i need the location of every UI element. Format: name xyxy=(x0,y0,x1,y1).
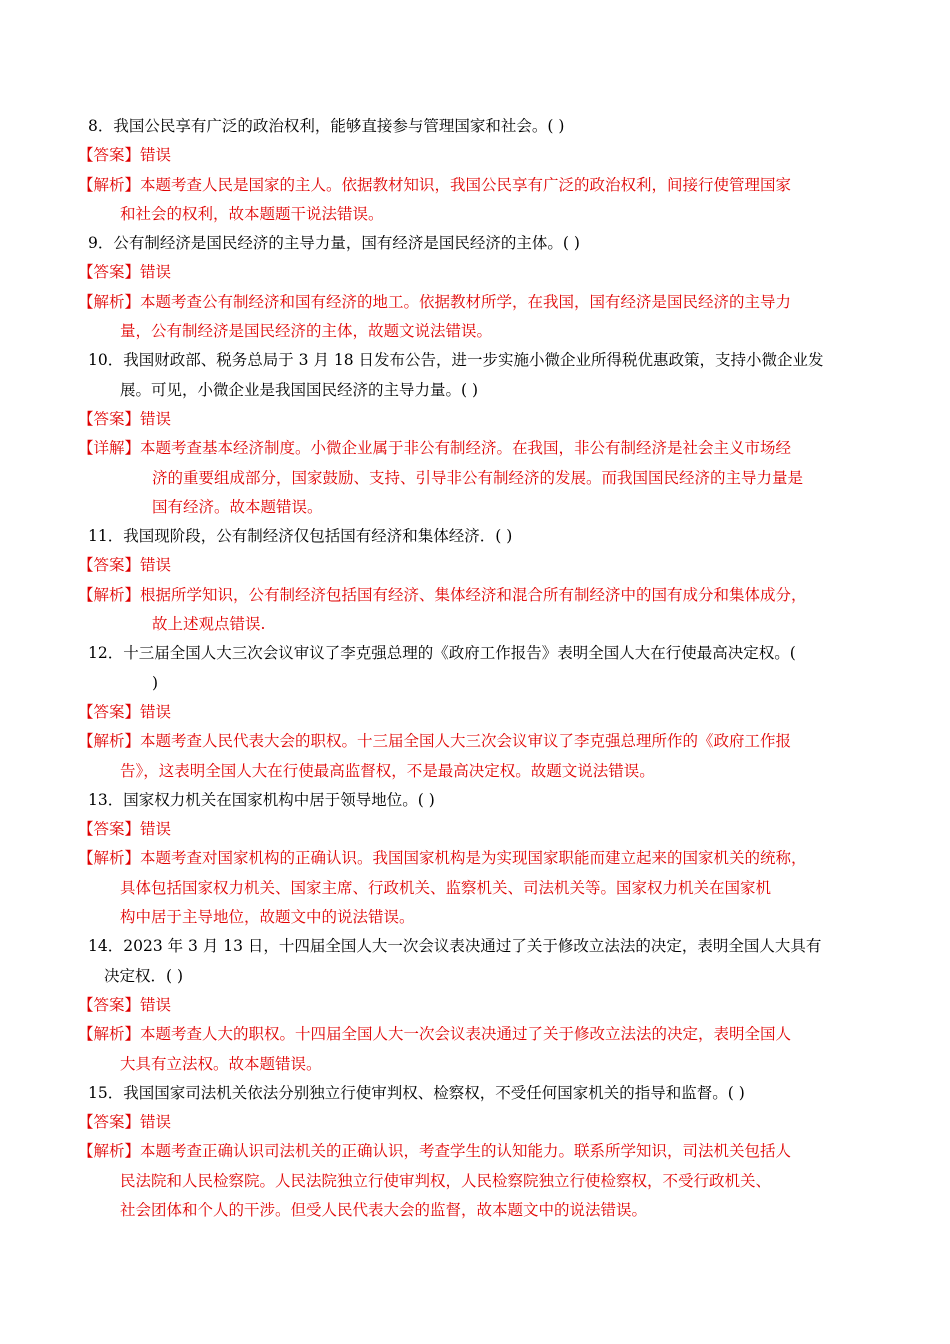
question-item xyxy=(0,1079,950,1225)
answer-line: 【答案】错误 xyxy=(78,1113,172,1132)
explanation-line: 【解析】本题考查对国家机构的正确认识。我国国家机构是为实现国家职能而建立起来的国家机关的统称， xyxy=(78,849,807,868)
explanation-line: 【解析】本题考查正确认识司法机关的正确认识，考查学生的认知能力。联系所学知识，司法机关包括人 xyxy=(78,1142,792,1161)
question-line: 14．2023 年 3 月 13 日，十四届全国人大一次会议表决通过了关于修改立法法的决定，表明全国人大具有 xyxy=(88,937,822,956)
question-item xyxy=(0,639,950,785)
answer-line: 【答案】错误 xyxy=(78,556,172,575)
question-item xyxy=(0,229,950,346)
explanation-line: 故上述观点错误. xyxy=(152,615,266,634)
explanation-line: 具体包括国家权力机关、国家主席、行政机关、监察机关、司法机关等。国家权力机关在国家机 xyxy=(120,878,772,897)
answer-line: 【答案】错误 xyxy=(78,995,172,1014)
answer-line: 【答案】错误 xyxy=(78,146,172,165)
explanation-line: 【解析】本题考查人大的职权。十四届全国人大一次会议表决通过了关于修改立法法的决定，表明全国人 xyxy=(78,1025,792,1044)
question-item xyxy=(0,522,950,639)
question-line: ) xyxy=(152,673,159,692)
explanation-line: 量，公有制经济是国民经济的主体，故题文说法错误。 xyxy=(120,322,493,341)
answer-line: 【答案】错误 xyxy=(78,702,172,721)
explanation-line: 【解析】本题考查公有制经济和国有经济的地工。依据教材所学，在我国，国有经济是国民经济的主导力 xyxy=(78,292,792,311)
question-item xyxy=(0,932,950,1078)
answer-line: 【答案】错误 xyxy=(78,820,172,839)
question-line: 10．我国财政部、税务总局于 3 月 18 日发布公告，进一步实施小微企业所得税优惠政策，支持小微企业发 xyxy=(88,351,824,370)
explanation-line: 【详解】本题考查基本经济制度。小微企业属于非公有制经济。在我国，非公有制经济是社会主义市场经 xyxy=(78,439,792,458)
question-item xyxy=(0,112,950,229)
explanation-line: 【解析】根据所学知识，公有制经济包括国有经济、集体经济和混合所有制经济中的国有成分和集体成分， xyxy=(78,585,807,604)
question-item xyxy=(0,786,950,932)
explanation-line: 告》，这表明全国人大在行使最高监督权，不是最高决定权。故题文说法错误。 xyxy=(120,761,655,780)
explanation-line: 大具有立法权。故本题错误。 xyxy=(120,1054,322,1073)
question-line: 展。可见，小微企业是我国国民经济的主导力量。( ) xyxy=(120,380,479,399)
document-page xyxy=(0,112,950,1225)
question-line: 13．国家权力机关在国家机构中居于领导地位。( ) xyxy=(88,790,435,809)
question-item xyxy=(0,346,950,522)
explanation-line: 【解析】本题考查人民是国家的主人。依据教材知识，我国公民享有广泛的政治权利，间接行使管理国家 xyxy=(78,175,792,194)
question-line: 11．我国现阶段，公有制经济仅包括国有经济和集体经济．( ) xyxy=(88,527,513,546)
explanation-line: 和社会的权利，故本题题干说法错误。 xyxy=(120,204,384,223)
explanation-line: 社会团体和个人的干涉。但受人民代表大会的监督，故本题文中的说法错误。 xyxy=(120,1200,648,1219)
explanation-line: 济的重要组成部分，国家鼓励、支持、引导非公有制经济的发展。而我国国民经济的主导力量是 xyxy=(152,468,804,487)
question-line: 8．我国公民享有广泛的政治权利，能够直接参与管理国家和社会。( ) xyxy=(88,117,565,135)
question-line: 12．十三届全国人大三次会议审议了李克强总理的《政府工作报告》表明全国人大在行使最高决定权。( xyxy=(88,644,796,663)
answer-line: 【答案】错误 xyxy=(78,263,172,282)
answer-line: 【答案】错误 xyxy=(78,409,172,428)
question-line: 15．我国国家司法机关依法分别独立行使审判权、检察权，不受任何国家机关的指导和监督。( ) xyxy=(88,1083,745,1102)
explanation-line: 构中居于主导地位，故题文中的说法错误。 xyxy=(120,908,415,927)
explanation-line: 国有经济。故本题错误。 xyxy=(152,497,323,516)
question-line: 决定权．( ) xyxy=(104,966,184,985)
question-line: 9．公有制经济是国民经济的主导力量，国有经济是国民经济的主体。( ) xyxy=(88,234,580,253)
explanation-line: 【解析】本题考查人民代表大会的职权。十三届全国人大三次会议审议了李克强总理所作的《政府工作报 xyxy=(78,732,792,751)
explanation-line: 民法院和人民检察院。人民法院独立行使审判权，人民检察院独立行使检察权，不受行政机关、 xyxy=(120,1171,772,1190)
